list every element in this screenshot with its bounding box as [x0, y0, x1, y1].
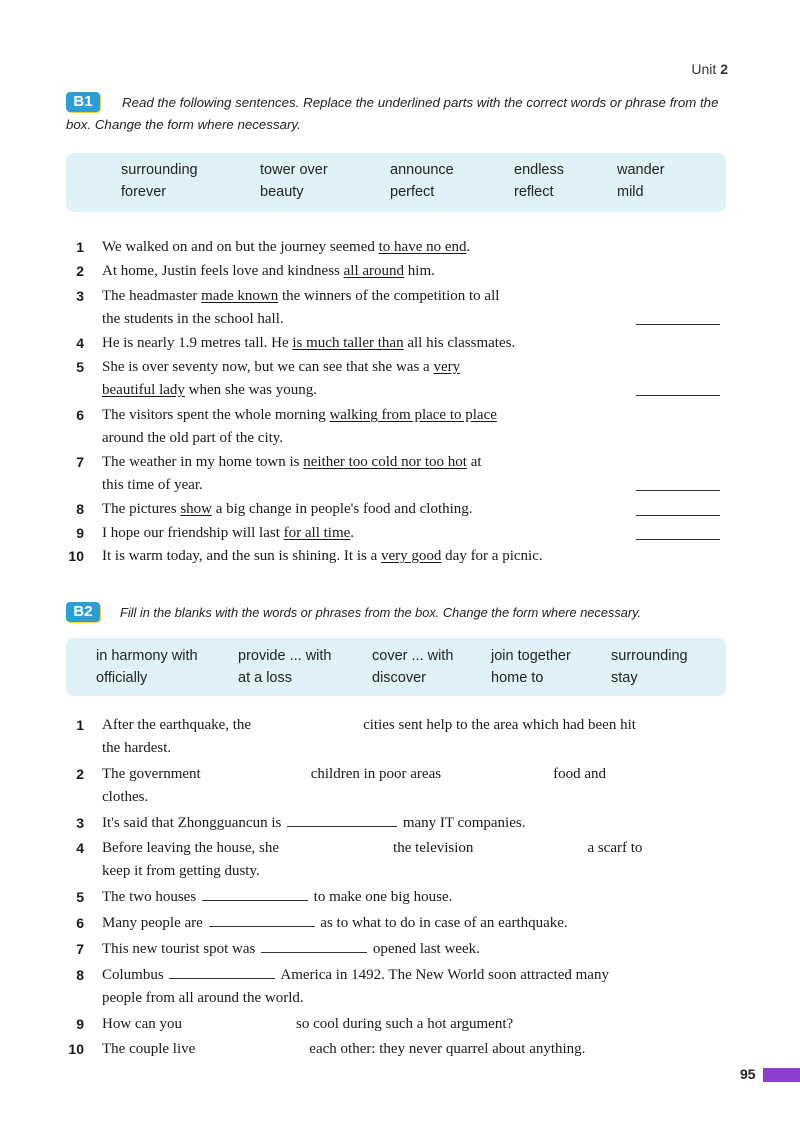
underlined-phrase: show	[180, 501, 212, 517]
underlined-phrase: for all time	[283, 525, 351, 541]
underlined-phrase: beautiful lady	[102, 382, 185, 398]
list-item	[60, 522, 725, 545]
item-number: 10	[68, 548, 84, 564]
b2-heading	[66, 602, 731, 624]
list-item	[60, 714, 725, 761]
item-text: He is nearly 1.9 metres tall. He is much taller than all his classmates.	[102, 335, 516, 351]
underlined-phrase: very	[433, 359, 461, 375]
answer-line[interactable]	[636, 324, 720, 325]
item-number: 2	[76, 766, 84, 782]
list-item	[60, 886, 725, 909]
item-text: Many people are as to what to do in case of an earthquake.	[102, 912, 692, 935]
item-text: She is over seventy now, but we can see that she was a very beautiful lady when she was young.	[102, 359, 461, 398]
underlined-phrase: is much taller than	[292, 335, 404, 351]
word-box-item: beauty	[260, 184, 304, 200]
list-item	[60, 285, 725, 332]
item-text: The visitors spent the whole morning walking from place to place around the old part of the city.	[102, 407, 497, 446]
word-box-item: surrounding	[611, 648, 688, 664]
b1-heading	[66, 92, 731, 136]
answer-line[interactable]	[636, 539, 720, 540]
item-text: It's said that Zhongguancun is many IT companies.	[102, 812, 692, 835]
item-text: The weather in my home town is neither too cold nor too hot at this time of year.	[102, 454, 482, 493]
item-number: 7	[76, 454, 84, 470]
fill-blank[interactable]	[261, 938, 367, 953]
list-item	[60, 812, 725, 835]
list-item	[60, 964, 725, 1011]
item-number: 4	[76, 840, 84, 856]
unit-number: 2	[720, 61, 728, 77]
word-box-item: forever	[121, 184, 167, 200]
list-item	[60, 1013, 725, 1036]
word-box-item: stay	[611, 670, 638, 686]
unit-label	[691, 61, 728, 77]
word-box-item: perfect	[390, 184, 435, 200]
unit-word: Unit	[691, 61, 717, 77]
word-box-item: announce	[390, 162, 454, 178]
item-number: 3	[76, 815, 84, 831]
fill-blank[interactable]	[202, 886, 308, 901]
item-number: 1	[76, 717, 84, 733]
item-number: 3	[76, 288, 84, 304]
word-box-item: mild	[617, 184, 644, 200]
fill-blank[interactable]	[287, 812, 397, 827]
answer-line[interactable]	[636, 395, 720, 396]
word-box-item: join together	[491, 648, 571, 664]
list-item	[60, 763, 725, 810]
word-box-item: officially	[96, 670, 148, 686]
word-box-item: surrounding	[121, 162, 198, 178]
word-box-item: reflect	[514, 184, 554, 200]
word-box-item: endless	[514, 162, 564, 178]
item-text: At home, Justin feels love and kindness all around him.	[102, 263, 435, 279]
item-text: The two houses to make one big house.	[102, 886, 692, 909]
item-text: The pictures show a big change in people's food and clothing.	[102, 501, 473, 517]
item-number: 9	[76, 525, 84, 541]
item-text: We walked on and on but the journey seemed to have no end.	[102, 239, 471, 255]
item-number: 4	[76, 335, 84, 351]
list-item	[60, 236, 725, 259]
answer-line[interactable]	[636, 515, 720, 516]
item-text: The couple live each other: they never quarrel about anything.	[102, 1041, 586, 1057]
item-text: The government children in poor areas food and clothes.	[102, 766, 606, 805]
underlined-phrase: neither too cold nor too hot	[303, 454, 467, 470]
b2-badge: B2	[66, 602, 100, 622]
word-box-item: home to	[491, 670, 544, 686]
list-item	[60, 498, 725, 521]
b2-instruction: Fill in the blanks with the words or phrases from the box. Change the form where necessary.	[120, 605, 642, 620]
fill-blank[interactable]	[209, 912, 315, 927]
list-item	[60, 451, 725, 498]
item-text: It is warm today, and the sun is shining. It is a very good day for a picnic.	[102, 548, 543, 564]
item-text: How can you so cool during such a hot argument?	[102, 1016, 514, 1032]
underlined-phrase: all around	[343, 263, 405, 279]
word-box-item: in harmony with	[96, 648, 198, 664]
list-item	[60, 1038, 725, 1061]
list-item	[60, 404, 725, 451]
item-number: 5	[76, 889, 84, 905]
item-text: I hope our friendship will last for all time.	[102, 525, 355, 541]
underlined-phrase: made known	[201, 288, 279, 304]
word-box-item: at a loss	[238, 670, 292, 686]
item-text: Before leaving the house, she the television a scarf to keep it from getting dusty.	[102, 840, 643, 879]
answer-line[interactable]	[636, 490, 720, 491]
b1-badge: B1	[66, 92, 100, 112]
item-text: After the earthquake, the cities sent help to the area which had been hit the hardest.	[102, 717, 636, 756]
word-box-item: wander	[617, 162, 665, 178]
item-number: 8	[76, 967, 84, 983]
item-text: This new tourist spot was opened last week.	[102, 938, 692, 961]
fill-blank[interactable]	[169, 964, 275, 979]
item-text: The headmaster made known the winners of the competition to all the students in the school hall.	[102, 288, 500, 327]
list-item	[60, 332, 725, 355]
page-number: 95	[740, 1066, 756, 1082]
list-item	[60, 912, 725, 935]
underlined-phrase: walking from place to place	[329, 407, 497, 423]
item-number: 8	[76, 501, 84, 517]
item-number: 5	[76, 359, 84, 375]
list-item	[60, 545, 725, 568]
b1-word-box	[66, 153, 726, 212]
item-number: 1	[76, 239, 84, 255]
list-item	[60, 356, 725, 403]
item-number: 9	[76, 1016, 84, 1032]
item-number: 2	[76, 263, 84, 279]
item-number: 6	[76, 915, 84, 931]
page-accent-bar	[763, 1068, 800, 1082]
underlined-phrase: to have no end	[378, 239, 467, 255]
list-item	[60, 938, 725, 961]
underlined-phrase: very good	[381, 548, 442, 564]
word-box-item: cover ... with	[372, 648, 454, 664]
word-box-item: provide ... with	[238, 648, 332, 664]
item-number: 7	[76, 941, 84, 957]
item-number: 6	[76, 407, 84, 423]
item-text: Columbus America in 1492. The New World soon attracted many people from all around the world.	[102, 964, 692, 1010]
list-item	[60, 837, 725, 884]
word-box-item: tower over	[260, 162, 328, 178]
word-box-item: discover	[372, 670, 426, 686]
b2-word-box	[66, 638, 726, 696]
list-item	[60, 260, 725, 283]
item-number: 10	[68, 1041, 84, 1057]
b1-instruction: Read the following sentences. Replace the underlined parts with the correct words or phrase from the box. Change the form where necessary.	[66, 95, 719, 132]
